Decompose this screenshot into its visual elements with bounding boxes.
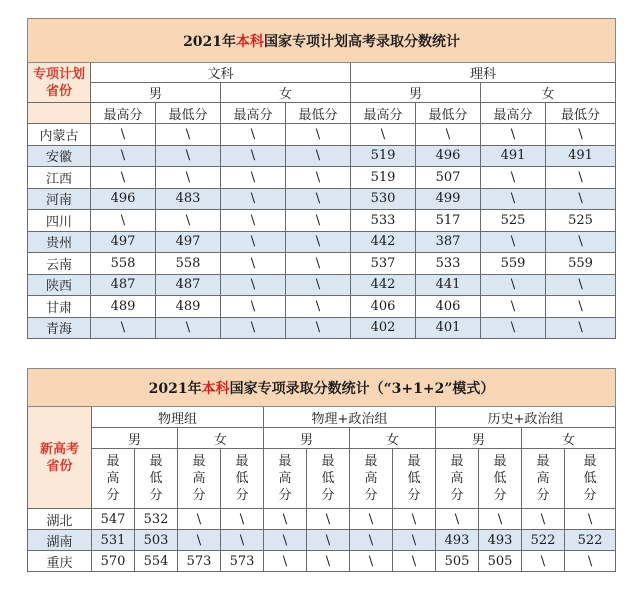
- score-cell: \: [221, 231, 286, 253]
- score-cell: \: [156, 124, 221, 146]
- score-cell: 496: [91, 188, 156, 210]
- score-cell: 493: [479, 530, 522, 551]
- score-cell: 531: [92, 530, 135, 551]
- header-wenke: 文科: [91, 63, 351, 83]
- province-header-spacer: [28, 103, 91, 124]
- score-cell: 519: [351, 145, 416, 167]
- table-row: [28, 124, 616, 146]
- score-cell: \: [350, 551, 393, 572]
- table-row: [28, 145, 616, 167]
- header-max: 最高分: [221, 103, 286, 124]
- score-cell: \: [350, 530, 393, 551]
- table-row: [28, 296, 616, 318]
- table-row: [28, 317, 616, 339]
- header-min-vertical: 最 低 分: [479, 449, 522, 509]
- province-cell: 云南: [28, 253, 91, 275]
- province-cell: 陕西: [28, 274, 91, 296]
- header-like-female: 女: [481, 83, 616, 103]
- score-cell: \: [481, 231, 546, 253]
- score-cell: 558: [156, 253, 221, 275]
- score-cell: \: [286, 274, 351, 296]
- province-cell: 甘肃: [28, 296, 91, 318]
- province-cell: 河南: [28, 188, 91, 210]
- header-max-vertical: 最 高 分: [436, 449, 479, 509]
- score-cell: \: [178, 509, 221, 530]
- score-cell: \: [91, 210, 156, 232]
- score-cell: 406: [351, 296, 416, 318]
- header-max-vertical: 最 高 分: [350, 449, 393, 509]
- score-cell: 554: [135, 551, 178, 572]
- province-cell: 湖北: [28, 509, 92, 530]
- score-cell: 483: [156, 188, 221, 210]
- score-cell: \: [286, 231, 351, 253]
- score-cell: \: [91, 317, 156, 339]
- table-row: [28, 231, 616, 253]
- header-wenke-male: 男: [91, 83, 221, 103]
- score-cell: \: [416, 124, 481, 146]
- header-history-politics-group: 历史+政治组: [436, 407, 616, 428]
- score-cell: 442: [351, 231, 416, 253]
- header-min-vertical: 最 低 分: [221, 449, 264, 509]
- score-cell: 489: [91, 296, 156, 318]
- score-cell: \: [178, 530, 221, 551]
- score-cell: 487: [91, 274, 156, 296]
- score-cell: 493: [436, 530, 479, 551]
- score-cell: 491: [546, 145, 616, 167]
- province-cell: 青海: [28, 317, 91, 339]
- score-cell: \: [522, 509, 565, 530]
- score-cell: \: [393, 530, 436, 551]
- header-min: 最低分: [156, 103, 221, 124]
- score-cell: \: [481, 296, 546, 318]
- header-max: 最高分: [351, 103, 416, 124]
- header-physics-group: 物理组: [92, 407, 264, 428]
- score-cell: \: [481, 274, 546, 296]
- score-cell: \: [264, 551, 307, 572]
- score-cell: 547: [92, 509, 135, 530]
- header-like: 理科: [351, 63, 616, 83]
- score-cell: \: [546, 188, 616, 210]
- header-physics-politics-group: 物理+政治组: [264, 407, 436, 428]
- score-cell: \: [481, 167, 546, 189]
- score-cell: 558: [91, 253, 156, 275]
- score-cell: \: [286, 210, 351, 232]
- score-cell: \: [350, 509, 393, 530]
- score-cell: 517: [416, 210, 481, 232]
- score-cell: \: [221, 124, 286, 146]
- score-cell: \: [221, 274, 286, 296]
- score-cell: 537: [351, 253, 416, 275]
- score-cell: \: [565, 509, 616, 530]
- score-cell: 525: [481, 210, 546, 232]
- score-cell: \: [307, 530, 350, 551]
- score-cell: 442: [351, 274, 416, 296]
- score-cell: 406: [416, 296, 481, 318]
- header-min: 最低分: [286, 103, 351, 124]
- score-cell: 402: [351, 317, 416, 339]
- score-cell: 533: [416, 253, 481, 275]
- score-cell: \: [286, 253, 351, 275]
- score-cell: 532: [135, 509, 178, 530]
- new-gaokao-score-table: [27, 368, 616, 572]
- score-cell: \: [286, 188, 351, 210]
- table-row: [28, 551, 616, 572]
- header-hist-pol-female: 女: [522, 428, 616, 449]
- header-max-vertical: 最 高 分: [92, 449, 135, 509]
- score-cell: 559: [481, 253, 546, 275]
- province-cell: 重庆: [28, 551, 92, 572]
- score-cell: \: [479, 509, 522, 530]
- score-cell: 570: [92, 551, 135, 572]
- score-cell: \: [481, 317, 546, 339]
- header-min: 最低分: [416, 103, 481, 124]
- score-cell: \: [91, 145, 156, 167]
- header-min-vertical: 最 低 分: [565, 449, 616, 509]
- table-row: [28, 167, 616, 189]
- province-cell: 内蒙古: [28, 124, 91, 146]
- score-cell: 505: [436, 551, 479, 572]
- province-cell: 贵州: [28, 231, 91, 253]
- table2-body: [28, 509, 616, 572]
- score-cell: \: [286, 145, 351, 167]
- score-cell: \: [393, 509, 436, 530]
- table1-title-highlight: 本科: [236, 33, 265, 50]
- score-cell: 489: [156, 296, 221, 318]
- score-cell: \: [546, 167, 616, 189]
- score-cell: \: [546, 124, 616, 146]
- score-cell: \: [91, 167, 156, 189]
- score-cell: \: [286, 167, 351, 189]
- score-cell: \: [156, 145, 221, 167]
- score-cell: 441: [416, 274, 481, 296]
- table1-title: 2021年本科国家专项计划高考录取分数统计: [28, 19, 616, 63]
- score-cell: 525: [546, 210, 616, 232]
- table1-body: [28, 124, 616, 339]
- header-min-vertical: 最 低 分: [393, 449, 436, 509]
- table2-corner-header: 新高考省份: [28, 407, 92, 509]
- score-cell: 499: [416, 188, 481, 210]
- score-cell: \: [546, 317, 616, 339]
- score-cell: \: [307, 551, 350, 572]
- score-cell: 507: [416, 167, 481, 189]
- table-row: [28, 509, 616, 530]
- header-max-vertical: 最 高 分: [178, 449, 221, 509]
- header-min: 最低分: [546, 103, 616, 124]
- table-row: [28, 253, 616, 275]
- province-cell: 江西: [28, 167, 91, 189]
- score-cell: 487: [156, 274, 221, 296]
- header-max: 最高分: [481, 103, 546, 124]
- header-min-vertical: 最 低 分: [307, 449, 350, 509]
- score-cell: \: [436, 509, 479, 530]
- score-cell: \: [546, 274, 616, 296]
- score-cell: \: [307, 509, 350, 530]
- score-cell: \: [221, 509, 264, 530]
- table-row: [28, 530, 616, 551]
- score-cell: \: [221, 145, 286, 167]
- score-cell: \: [522, 551, 565, 572]
- score-cell: \: [91, 124, 156, 146]
- score-cell: 401: [416, 317, 481, 339]
- header-min-vertical: 最 低 分: [135, 449, 178, 509]
- header-wenke-female: 女: [221, 83, 351, 103]
- province-cell: 安徽: [28, 145, 91, 167]
- score-cell: 573: [221, 551, 264, 572]
- table1-corner-header: 专项计划 省份: [28, 63, 91, 103]
- score-cell: \: [221, 317, 286, 339]
- header-phys-pol-male: 男: [264, 428, 350, 449]
- score-cell: 522: [522, 530, 565, 551]
- score-cell: 497: [156, 231, 221, 253]
- score-cell: 533: [351, 210, 416, 232]
- score-cell: \: [286, 317, 351, 339]
- score-cell: 522: [565, 530, 616, 551]
- header-max: 最高分: [91, 103, 156, 124]
- score-cell: \: [156, 210, 221, 232]
- table-row: [28, 274, 616, 296]
- score-cell: \: [393, 551, 436, 572]
- score-cell: \: [156, 317, 221, 339]
- score-cell: \: [565, 551, 616, 572]
- score-cell: \: [221, 167, 286, 189]
- score-cell: \: [221, 530, 264, 551]
- score-cell: 530: [351, 188, 416, 210]
- score-cell: \: [221, 253, 286, 275]
- score-cell: \: [286, 296, 351, 318]
- table2-title: 2021年本科国家专项录取分数统计（“3+1+2”模式）: [28, 369, 616, 407]
- score-cell: \: [546, 231, 616, 253]
- header-phys-pol-female: 女: [350, 428, 436, 449]
- province-cell: 湖南: [28, 530, 92, 551]
- score-cell: 505: [479, 551, 522, 572]
- header-max-vertical: 最 高 分: [522, 449, 565, 509]
- header-max-vertical: 最 高 分: [264, 449, 307, 509]
- table-row: [28, 210, 616, 232]
- special-plan-score-table: [27, 18, 616, 339]
- table-row: [28, 188, 616, 210]
- header-physics-male: 男: [92, 428, 178, 449]
- score-cell: 497: [91, 231, 156, 253]
- score-cell: 387: [416, 231, 481, 253]
- score-cell: \: [156, 167, 221, 189]
- score-cell: \: [546, 296, 616, 318]
- score-cell: 503: [135, 530, 178, 551]
- score-cell: 559: [546, 253, 616, 275]
- score-cell: \: [221, 188, 286, 210]
- score-cell: \: [481, 188, 546, 210]
- score-cell: \: [221, 296, 286, 318]
- header-hist-pol-male: 男: [436, 428, 522, 449]
- score-cell: \: [351, 124, 416, 146]
- table2-title-highlight: 本科: [201, 380, 230, 397]
- score-cell: 491: [481, 145, 546, 167]
- header-physics-female: 女: [178, 428, 264, 449]
- score-cell: 573: [178, 551, 221, 572]
- province-cell: 四川: [28, 210, 91, 232]
- score-cell: 496: [416, 145, 481, 167]
- score-cell: \: [264, 509, 307, 530]
- score-cell: 519: [351, 167, 416, 189]
- score-cell: \: [286, 124, 351, 146]
- score-cell: \: [264, 530, 307, 551]
- score-cell: \: [221, 210, 286, 232]
- header-like-male: 男: [351, 83, 481, 103]
- score-cell: \: [481, 124, 546, 146]
